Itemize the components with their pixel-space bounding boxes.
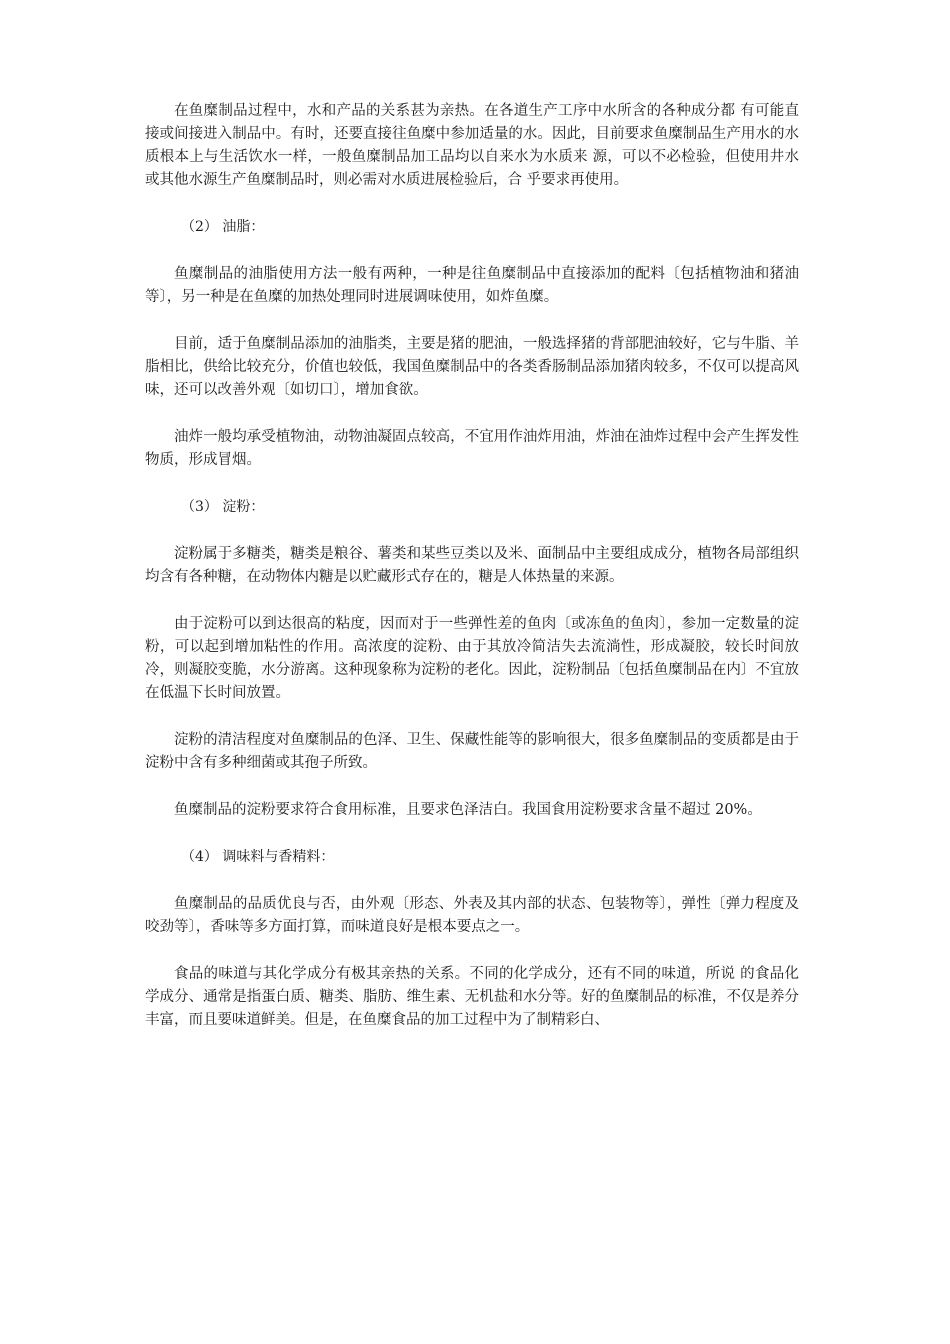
heading-seasoning: （4） 调味料与香精料：: [181, 849, 335, 865]
paragraph-starch-standard: 鱼糜制品的淀粉要求符合食用标准，且要求色泽洁白。我国食用淀粉要求含量不超过 20%。: [174, 802, 762, 818]
paragraph-oil-usage: 鱼糜制品的油脂使用方法一般有两种，一种是往鱼糜制品中直接添加的配料〔包括植物油和猪油等〕，另一种是在鱼糜的加热处理同时进展调味使用，如炸鱼糜。: [145, 266, 799, 305]
paragraph-starch-definition: 淀粉属于多糖类，糖类是粮谷、薯类和某些豆类以及米、面制品中主要组成成分，植物各局部组织均含有各种糖，在动物体内糖是以贮藏形式存在的，糖是人体热量的来源。: [145, 546, 799, 585]
heading-starch: （3） 淀粉：: [181, 499, 265, 515]
paragraph-starch-cleanliness: 淀粉的清洁程度对鱼糜制品的色泽、卫生、保藏性能等的影响很大，很多鱼糜制品的变质都是由于淀粉中含有多种细菌或其孢子所致。: [145, 732, 799, 771]
paragraph-taste-chemistry: 食品的味道与其化学成分有极其亲热的关系。不同的化学成分，还有不同的味道，所说 的食品化学成分、通常是指蛋白质、糖类、脂肪、维生素、无机盐和水分等。好的鱼糜制品的标准，不仅是养分丰富，而且要味道鲜美。但是，在鱼糜食品的加工过程中为了制精彩白、: [145, 966, 799, 1028]
paragraph-oil-types: 目前，适于鱼糜制品添加的油脂类，主要是猪的肥油，一般选择猪的背部肥油较好，它与牛脂、羊脂相比，供给比较充分，价值也较低，我国鱼糜制品中的各类香肠制品添加猪肉较多，不仅可以提高风味，还可以改善外观〔如切口〕，增加食欲。: [145, 336, 799, 398]
heading-oil: （2） 油脂：: [181, 219, 265, 235]
paragraph-frying-oil: 油炸一般均承受植物油，动物油凝固点较高，不宜用作油炸用油，炸油在油炸过程中会产生挥发性物质，形成冒烟。: [145, 429, 799, 468]
paragraph-starch-viscosity: 由于淀粉可以到达很高的粘度，因而对于一些弹性差的鱼肉〔或冻鱼的鱼肉〕，参加一定数量的淀粉，可以起到增加粘性的作用。高浓度的淀粉、由于其放冷简洁失去流淌性，形成凝胶，较长时间放冷，则凝胶变脆，水分游离。这种现象称为淀粉的老化。因此，淀粉制品〔包括鱼糜制品在内〕不宜放在低温下长时间放置。: [145, 616, 799, 701]
paragraph-quality: 鱼糜制品的品质优良与否，由外观〔形态、外表及其内部的状态、包装物等〕，弹性〔弹力程度及咬劲等〕，香味等多方面打算，而味道良好是根本要点之一。: [145, 896, 799, 935]
document-page: [145, 100, 799, 1056]
paragraph-water: 在鱼糜制品过程中，水和产品的关系甚为亲热。在各道生产工序中水所含的各种成分都 有可能直接或间接进入制品中。有时，还要直接往鱼糜中参加适量的水。因此，目前要求鱼糜制品生产用水的水质根本上与生活饮水一样，一般鱼糜制品加工品均以自来水为水质来 源，可以不必检验，但使用井水或其他水源生产鱼糜制品时，则必需对水质进展检验后，合 乎要求再使用。: [145, 103, 799, 188]
